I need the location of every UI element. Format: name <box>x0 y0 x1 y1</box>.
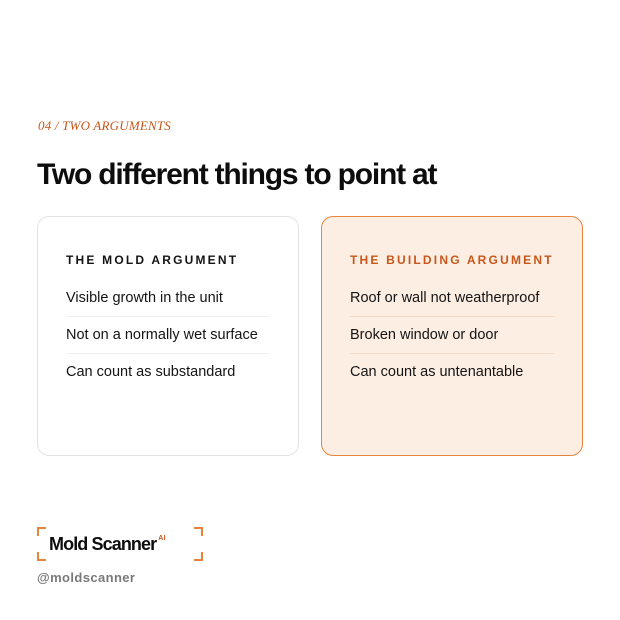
bracket-corner-icon <box>194 527 203 536</box>
card-heading: THE BUILDING ARGUMENT <box>350 253 554 267</box>
page-title: Two different things to point at <box>37 158 437 191</box>
social-handle: @moldscanner <box>37 570 136 585</box>
bracket-corner-icon <box>194 552 203 561</box>
list-item: Can count as untenantable <box>350 353 554 390</box>
list-item: Visible growth in the unit <box>66 290 223 306</box>
list-item: Not on a normally wet surface <box>66 316 270 353</box>
building-argument-card <box>321 216 583 456</box>
mold-argument-card <box>37 216 299 456</box>
list-item: Roof or wall not weatherproof <box>350 290 540 306</box>
card-heading: THE MOLD ARGUMENT <box>66 253 239 267</box>
brand-name <box>49 534 166 555</box>
bracket-corner-icon <box>37 527 46 536</box>
list-item: Can count as substandard <box>66 353 270 390</box>
section-eyebrow: 04 / TWO ARGUMENTS <box>38 118 172 133</box>
mold-argument-list <box>66 280 270 390</box>
list-item: Broken window or door <box>350 316 554 353</box>
brand-suffix: AI <box>158 535 166 542</box>
brand-logo <box>37 527 203 561</box>
brand-name-text: Mold Scanner <box>49 534 157 554</box>
bracket-corner-icon <box>37 552 46 561</box>
building-argument-list <box>350 280 554 390</box>
